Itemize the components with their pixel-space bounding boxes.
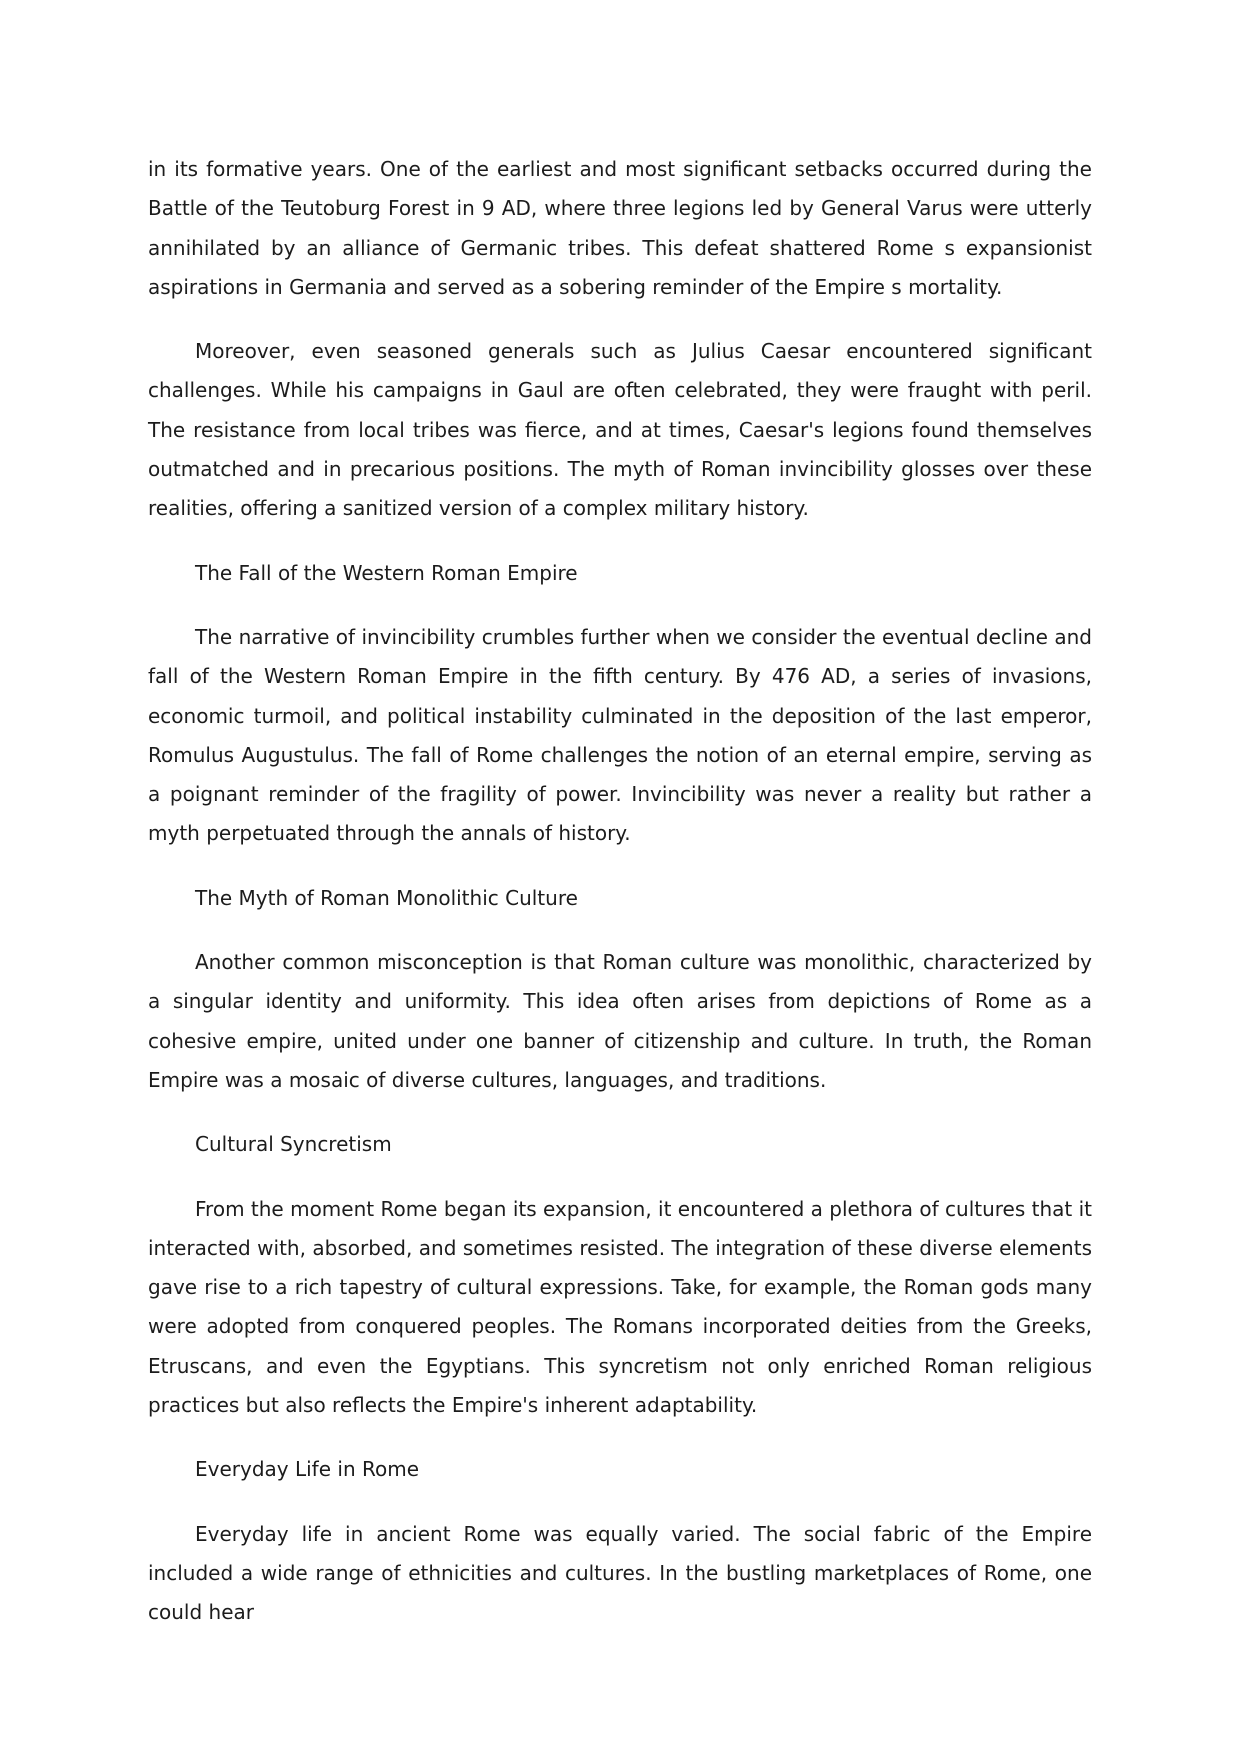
paragraph-everyday-life: Everyday life in ancient Rome was equally varied. The social fabric of the Empire included a wide range of ethnicities and cultures. In the bustling marketplaces of Rome, one could hear	[148, 1521, 1092, 1625]
section-heading-everyday-life: Everyday Life in Rome	[195, 1457, 419, 1482]
paragraph-syncretism: From the moment Rome began its expansion, it encountered a plethora of cultures that it interacted with, absorbed, and sometimes resisted. The integration of these diverse elements gave rise to a rich tapestry of cultural expressions. Take, for example, the Roman gods many were adopted from conquered peoples. The Romans incorporated deities from the Greeks, Etruscans, and even the Egyptians. This syncretism not only enriched Roman religious practices but also reflects the Empire's inherent adaptability.	[148, 1196, 1093, 1418]
paragraph-monolithic-misconception: Another common misconception is that Roman culture was monolithic, characterized by a singular identity and uniformity. This idea often arises from depictions of Rome as a cohesive empire, united under one banner of citizenship and culture. In truth, the Roman Empire was a mosaic of diverse cultures, languages, and traditions.	[148, 950, 1092, 1092]
paragraph-fall-of-rome: The narrative of invincibility crumbles further when we consider the eventual decline and fall of the Western Roman Empire in the fifth century. By 476 AD, a series of invasions, economic turmoil, and political instability culminated in the deposition of the last emperor, Romulus Augustulus. The fall of Rome challenges the notion of an eternal empire, serving as a poignant reminder of the fragility of power. Invincibility was never a reality but rather a myth perpetuated through the annals of history.	[148, 624, 1092, 846]
section-heading-cultural-syncretism: Cultural Syncretism	[195, 1132, 392, 1157]
paragraph-julius-caesar: Moreover, even seasoned generals such as Julius Caesar encountered significant challenges. While his campaigns in Gaul are often celebrated, they were fraught with peril. The resistance from local tribes was fierce, and at times, Caesar's legions found themselves outmatched and in precarious positions. The myth of Roman invincibility glosses over these realities, offering a sanitized version of a complex military history.	[148, 339, 1092, 521]
section-heading-fall-of-western-empire: The Fall of the Western Roman Empire	[195, 560, 578, 585]
body-text	[148, 150, 1092, 1633]
section-heading-monolithic-culture: The Myth of Roman Monolithic Culture	[195, 885, 578, 910]
paragraph-teutoburg: in its formative years. One of the earliest and most significant setbacks occurred during the Battle of the Teutoburg Forest in 9 AD, where three legions led by General Varus were utterly annihilated by an alliance of Germanic tribes. This defeat shattered Rome s expansionist aspirations in Germania and served as a sobering reminder of the Empire s mortality.	[148, 157, 1092, 299]
